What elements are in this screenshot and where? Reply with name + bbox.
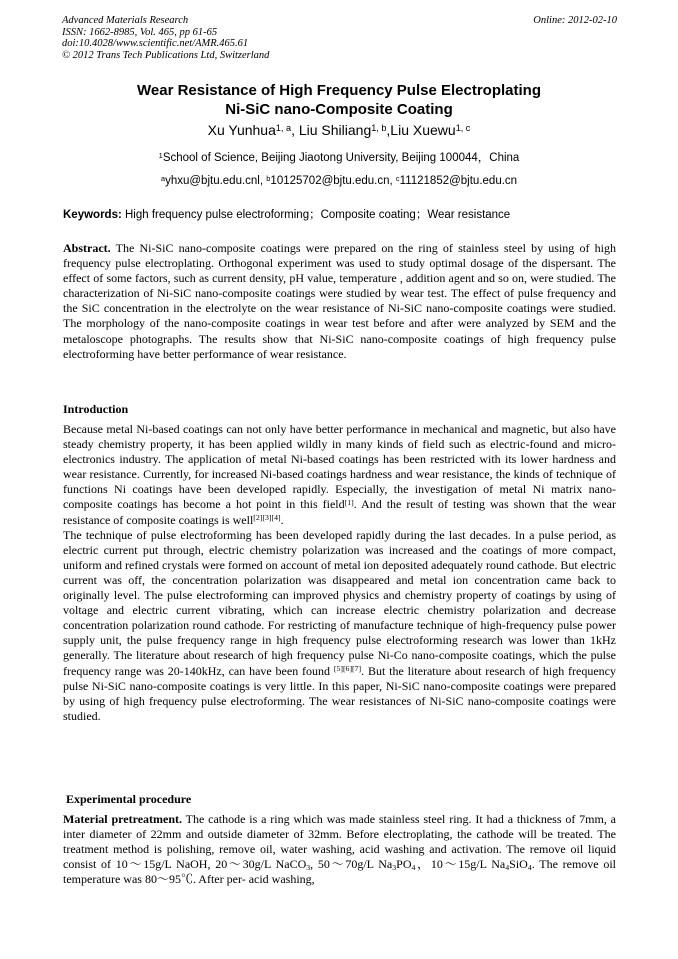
abstract-text: The Ni-SiC nano-composite coatings were prepared on the ring of stainless steel by using of high frequency pulse electroplating. Orthogonal experiment was used to study optimal dosage of the dispersant. The effect of some factors, such as current density, pH value, temperature , addition agent and so on, were studied. The characterization of Ni-SiC nano-composite coatings were studied by wear test. The effect of pulse frequency and the SiC concentration in the electrolyte on the wear resistance of Ni-SiC nano-composite coatings were studied. The morphology of the nano-composite coatings in wear test before and after were analyzed by SEM and the metaloscope photographs. The results show that Ni-SiC nano-composite coatings of high frequency pulse electroforming have better performance of wear resistance. xyxy=(63,241,616,361)
exp-text-2: , 50～70g/L Na xyxy=(310,857,393,872)
journal-header xyxy=(62,15,617,61)
exp-text-4: ，10～15g/L Na xyxy=(415,857,506,872)
intro-p1-text-b: . And the result of testing was shown that the wear resistance of composite coatings is well xyxy=(63,497,616,527)
abstract xyxy=(63,241,616,362)
title-line-1: Wear Resistance of High Frequency Pulse Electroplating xyxy=(137,82,541,99)
intro-p1-text-c: . xyxy=(280,512,284,527)
intro-p2-text-b: . But the literature about research of high frequency pulse Ni-SiC nano-composite coatings is very little. In this paper, Ni-SiC nano-composite coatings were prepared by using of high frequency pulse electroforming. The wear resistances of Ni-SiC nano-composite coatings were studied. xyxy=(63,663,616,723)
author-1: Xu Yunhua xyxy=(207,122,276,138)
experimental-body xyxy=(63,812,616,887)
exp-text-1: The cathode is a ring which was made stainless steel ring. It had a thickness of 7mm, a inter diameter of 22mm and outside diameter of 32mm. Before electroplating, the cathode will be treated. The treatment method is polishing, remove oil, water washing, acid washing and activation. The remove oil liquid consist of 10～15g/L NaOH, 20～30g/L NaCO xyxy=(63,812,616,872)
title-line-2: Ni-SiC nano-Composite Coating xyxy=(225,101,453,118)
author-emails xyxy=(62,174,616,188)
intro-paragraph-1 xyxy=(63,422,616,528)
citation-5-7: [5][6][7] xyxy=(333,664,362,673)
author-list xyxy=(62,121,616,139)
email-b-sup: b xyxy=(266,173,271,183)
author-3-sup: 1, c xyxy=(455,122,471,133)
keywords-text: High frequency pulse electroforming；Composite coating；Wear resistance xyxy=(121,209,511,221)
exp-sub-2: 3 xyxy=(392,863,397,873)
intro-paragraph-2 xyxy=(63,528,616,724)
doi-line: doi:10.4028/www.scientific.net/AMR.465.61 xyxy=(62,38,249,49)
online-date: Online: 2012-02-10 xyxy=(533,15,617,26)
introduction-body xyxy=(63,422,616,724)
exp-text-6: . The remove oil temperature was 80～95℃. After per- acid washing, xyxy=(63,857,617,887)
exp-sub-1: 3 xyxy=(306,863,311,873)
author-1-sup: 1, a xyxy=(275,122,292,133)
intro-p1-text-a: Because metal Ni-based coatings can not only have better performance in mechanical and magnetic, but also have steady chemistry property, it has been applied wildly in many kinds of field such as electric-found and micro-electronics industry. The application of metal Ni-based coatings has been restricted with its lower hardness and wear resistance. Currently, for increased Ni-based coatings hardness and wear resistance, the kinds of technique of functions Ni coatings have been developed rapidly. Especially, the investigation of metal Ni matrix nano-composite coatings has become a hot point in this field xyxy=(63,422,616,512)
email-c-sup: c xyxy=(395,173,400,183)
keywords xyxy=(63,208,618,222)
affiliation xyxy=(62,151,616,165)
author-2-sup: 1, b xyxy=(371,122,387,133)
abstract-label: Abstract. xyxy=(63,241,111,255)
email-c: 11121852@bjtu.edu.cn xyxy=(399,175,518,187)
journal-name: Advanced Materials Research xyxy=(62,15,189,26)
author-3: ,Liu Xuewu xyxy=(386,122,456,138)
issn-line: ISSN: 1662-8985, Vol. 465, pp 61-65 xyxy=(62,26,218,38)
author-2: , Liu Shiliang xyxy=(291,122,372,138)
copyright-line: © 2012 Trans Tech Publications Ltd, Switzerland xyxy=(62,49,270,61)
email-a-sup: a xyxy=(160,173,166,183)
exp-sub-5: 4 xyxy=(527,863,532,873)
citation-2-4: [2][3][4] xyxy=(253,513,281,523)
material-pretreatment-label: Material pretreatment. xyxy=(63,812,183,826)
exp-text-3: PO xyxy=(396,857,412,872)
affiliation-sup: 1 xyxy=(158,150,163,160)
exp-sub-3: 4 xyxy=(411,863,416,873)
exp-sub-4: 4 xyxy=(505,863,510,873)
exp-text-5: SiO xyxy=(509,857,528,872)
experimental-heading: Experimental procedure xyxy=(66,792,192,806)
intro-p2-text-a: The technique of pulse electroforming has been developed rapidly during the last decades. In a pulse period, as electric current put through, electric chemistry polarization was increased and the coatings of more compact, uniform and refined crystals were formed on account of metal ion deposited adequately round cathode. But electric current was off, the concentration polarization was disappeared and metal ion concentration came back to originally level. The pulse electroforming can improved physics and chemistry property of coatings by using of voltage and electric current vibrating, which can increase electric chemistry polarization and decrease concentration polarization round cathode. For restricting of manufacture technique of high-frequency pulse power supply unit, the pulse frequency range in high frequency pulse electroforming research was lower than 1kHz generally. The literature about research of high frequency pulse Ni-Co nano-composite coatings, which the pulse frequency range was 20-140kHz, can have been found xyxy=(63,527,616,678)
citation-1: [1] xyxy=(344,497,354,507)
introduction-heading: Introduction xyxy=(63,402,129,416)
email-b: 10125702@bjtu.edu.cn, xyxy=(270,175,396,187)
paper-title xyxy=(62,81,616,119)
email-a: yhxu@bjtu.edu.cnl, xyxy=(165,175,267,187)
keywords-label: Keywords: xyxy=(63,209,122,221)
affiliation-text: School of Science, Beijing Jiaotong University, Beijing 100044，China xyxy=(162,152,520,164)
